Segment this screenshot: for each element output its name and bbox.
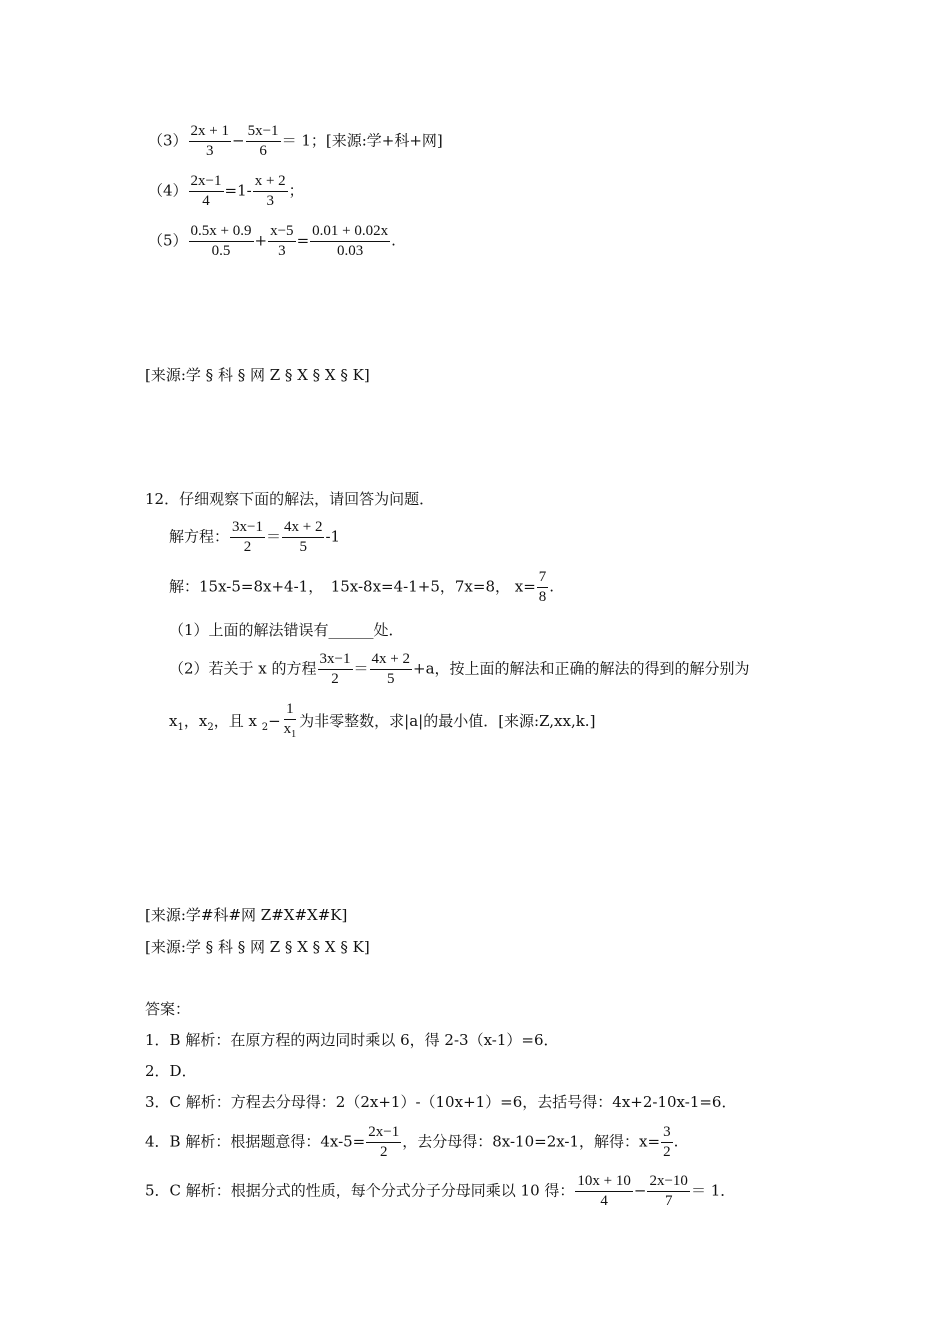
punct: . [549,577,555,596]
numerator: 0.5x + 0.9 [189,222,254,242]
item-label: （4） [148,181,188,200]
denominator: 2 [380,1144,388,1160]
fraction [282,518,324,557]
solution-text: 解：15x-5=8x+4-1， 15x-8x=4-1+5，7x=8， x= [169,577,536,596]
operator: + [254,231,268,250]
source-note-3: [来源:学 § 科 § 网 Z § X § X § K] [145,938,370,956]
source-note-2: [来源:学#科#网 Z#X#X#K] [145,906,348,924]
punct: ； [288,181,304,200]
q12-part-1: （1）上面的解法错误有______处． [169,621,404,639]
operator: ＝ [265,527,281,546]
answer-1: 1．B 解析：在原方程的两边同时乘以 6，得 2-3（x-1）=6． [145,1031,559,1049]
denominator [282,720,299,744]
denominator: 8 [538,589,547,605]
label: 解方程： [169,527,230,546]
operator: − [633,1181,647,1200]
operator: − [232,131,245,150]
q12-part-2-cont [169,700,595,744]
denominator: 3 [266,193,274,209]
operator: − [268,712,281,730]
numerator: 4x + 2 [370,650,412,670]
denominator: 2 [243,539,252,555]
denominator: 0.03 [337,243,364,259]
text: +a，按上面的解法和正确的解法的得到的解分别为 [413,659,750,678]
rhs: ＝ 1； [281,131,326,150]
item-label: （3） [148,131,188,150]
q11-item-3 [148,122,443,161]
fraction [366,1123,401,1162]
denominator: 7 [664,1193,673,1209]
source-note: [来源:学+科+网] [325,131,443,150]
q12-part-2 [169,650,750,689]
numerator: 3x−1 [318,650,353,670]
fraction [230,518,265,557]
q11-item-4 [148,172,304,211]
answers-title: 答案： [145,1000,191,1018]
denominator: 0.5 [211,243,231,259]
text: ，x [183,712,208,730]
numerator: 2x−1 [189,172,224,192]
fraction [370,650,412,689]
answer-4 [145,1123,678,1162]
source-note-1: [来源:学 § 科 § 网 Z § X § X § K] [145,366,370,384]
text: （2）若关于 x 的方程 [169,659,317,678]
numerator: 0.01 + 0.02x [310,222,390,242]
subscript: 2 [207,722,214,733]
subscript: 1 [177,722,184,733]
fraction [246,122,281,161]
q12-solution [169,568,554,607]
q11-item-5 [148,222,396,261]
answer-2: 2．D． [145,1062,197,1080]
fraction [575,1172,632,1211]
denominator: 2 [663,1144,671,1160]
numerator: 5x−1 [246,122,281,142]
denominator: 3 [206,143,214,159]
tail: -1 [325,527,341,546]
fraction [189,172,224,211]
punct: . [673,1132,679,1151]
numerator: 2x−10 [647,1172,689,1192]
item-label: （5） [148,231,188,250]
denominator: 3 [278,243,286,259]
denominator: 4 [600,1193,608,1209]
denominator: 6 [259,143,267,159]
fraction [537,568,549,607]
numerator: x + 2 [253,172,288,192]
numerator: 1 [284,700,296,720]
numerator: 2x + 1 [189,122,231,142]
punct: ＝ 1． [690,1181,736,1200]
fraction [253,172,288,211]
fraction [282,700,299,744]
text: 5．C 解析：根据分式的性质，每个分式分子分母同乘以 10 得： [145,1181,575,1200]
text: ，且 x [213,712,262,730]
fraction [310,222,390,261]
numerator: 7 [537,568,549,588]
subscript: 1 [291,729,297,740]
fraction [647,1172,689,1211]
numerator: x−5 [268,222,295,242]
answer-3: 3．C 解析：方程去分母得：2（2x+1）-（10x+1）=6，去括号得：4x+2-10x-1=6． [145,1093,737,1111]
fraction [268,222,295,261]
numerator: 3x−1 [230,518,265,538]
text: ，去分母得：8x-10=2x-1，解得：x= [402,1132,661,1151]
numerator: 4x + 2 [282,518,324,538]
answer-5 [145,1172,735,1211]
denominator: 2 [331,671,339,687]
denominator-var: x [283,721,292,737]
operator: =1- [224,181,252,200]
punct: . [391,231,396,250]
q12-title: 12．仔细观察下面的解法，请回答为问题． [145,490,435,508]
numerator: 2x−1 [366,1123,401,1143]
text: 为非零整数，求|a|的最小值．[来源:Z,xx,k.] [299,712,596,730]
numerator: 3 [661,1123,673,1143]
operator: ＝ [353,659,369,678]
text: x [169,712,178,730]
subscript: 2 [261,722,269,733]
text: 4．B 解析：根据题意得：4x-5= [145,1132,366,1151]
fraction [189,122,231,161]
fraction [189,222,254,261]
operator: = [296,231,310,250]
fraction [661,1123,673,1162]
denominator: 5 [299,539,307,555]
denominator: 5 [387,671,395,687]
fraction [318,650,353,689]
q12-equation [169,518,340,557]
numerator: 10x + 10 [575,1172,632,1192]
denominator: 4 [202,193,210,209]
